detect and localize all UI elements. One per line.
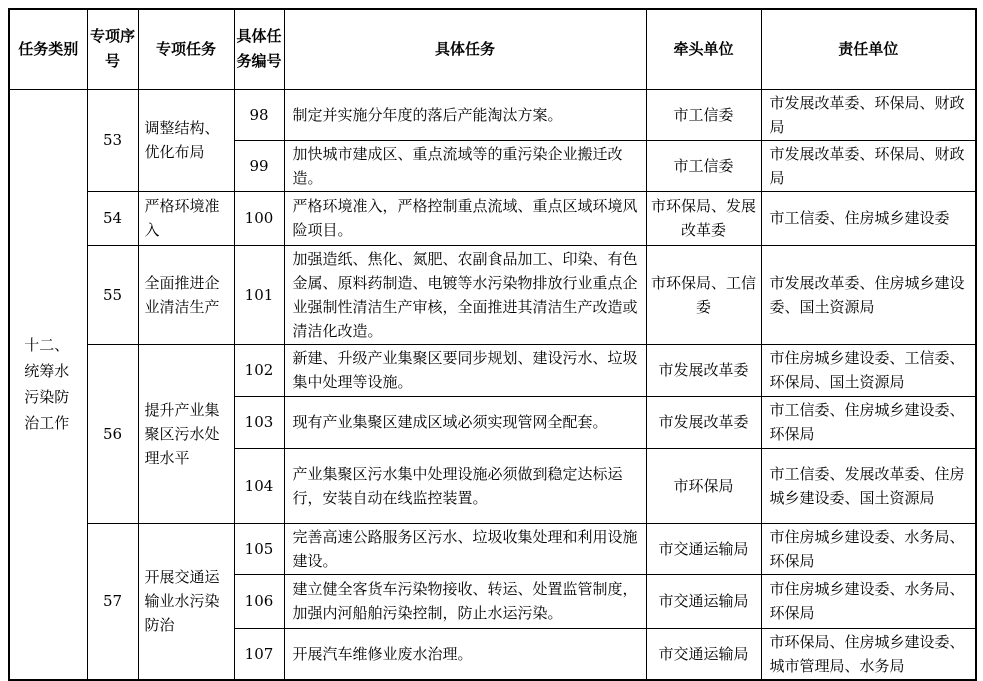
resp-unit-cell: 市工信委、发展改革委、住房城乡建设委、国土资源局 — [761, 448, 976, 523]
group-task-cell: 开展交通运输业水污染防治 — [138, 523, 234, 680]
resp-unit-cell: 市住房城乡建设委、水务局、环保局 — [761, 574, 976, 628]
task-no-cell: 102 — [234, 344, 284, 396]
task-assignment-table — [8, 8, 977, 681]
lead-unit-cell: 市工信委 — [646, 140, 761, 191]
category-text: 十二、统筹水污染防治工作 — [24, 336, 70, 432]
resp-unit-cell: 市工信委、住房城乡建设委 — [761, 191, 976, 245]
header-row — [9, 9, 976, 89]
task-desc-cell: 加强造纸、焦化、氮肥、农副食品加工、印染、有色金属、原料药制造、电镀等水污染物排放行业重点企业强制性清洁生产审核，全面推进其清洁生产改造或清洁化改造。 — [284, 245, 646, 344]
lead-unit-cell: 市环保局 — [646, 448, 761, 523]
table-row — [9, 245, 976, 344]
resp-unit-cell: 市工信委、住房城乡建设委、环保局 — [761, 396, 976, 448]
task-no-cell: 103 — [234, 396, 284, 448]
group-task-cell: 全面推进企业清洁生产 — [138, 245, 234, 344]
task-desc-cell: 产业集聚区污水集中处理设施必须做到稳定达标运行，安装自动在线监控装置。 — [284, 448, 646, 523]
group-no-cell: 54 — [87, 191, 138, 245]
task-no-cell: 101 — [234, 245, 284, 344]
header-task: 具体任务 — [284, 9, 646, 89]
table-row — [9, 89, 976, 140]
task-desc-cell: 新建、升级产业集聚区要同步规划、建设污水、垃圾集中处理等设施。 — [284, 344, 646, 396]
resp-unit-cell: 市住房城乡建设委、工信委、环保局、国土资源局 — [761, 344, 976, 396]
resp-unit-cell: 市发展改革委、住房城乡建设委、国土资源局 — [761, 245, 976, 344]
task-desc-cell: 加快城市建成区、重点流域等的重污染企业搬迁改造。 — [284, 140, 646, 191]
header-group-no: 专项序号 — [87, 9, 138, 89]
group-task-cell: 调整结构、优化布局 — [138, 89, 234, 191]
category-cell — [9, 89, 87, 680]
task-no-cell: 107 — [234, 628, 284, 680]
task-desc-cell: 完善高速公路服务区污水、垃圾收集处理和利用设施建设。 — [284, 523, 646, 574]
lead-unit-cell: 市发展改革委 — [646, 396, 761, 448]
task-no-cell: 106 — [234, 574, 284, 628]
group-task-cell: 提升产业集聚区污水处理水平 — [138, 344, 234, 523]
header-task-no: 具体任务编号 — [234, 9, 284, 89]
resp-unit-cell: 市住房城乡建设委、水务局、环保局 — [761, 523, 976, 574]
lead-unit-cell: 市环保局、工信委 — [646, 245, 761, 344]
header-category: 任务类别 — [9, 9, 87, 89]
task-no-cell: 100 — [234, 191, 284, 245]
task-desc-cell: 严格环境准入，严格控制重点流域、重点区域环境风险项目。 — [284, 191, 646, 245]
task-no-cell: 105 — [234, 523, 284, 574]
task-desc-cell: 开展汽车维修业废水治理。 — [284, 628, 646, 680]
header-group-task: 专项任务 — [138, 9, 234, 89]
lead-unit-cell: 市交通运输局 — [646, 523, 761, 574]
task-desc-cell: 制定并实施分年度的落后产能淘汰方案。 — [284, 89, 646, 140]
task-desc-cell: 现有产业集聚区建成区域必须实现管网全配套。 — [284, 396, 646, 448]
header-resp-unit: 责任单位 — [761, 9, 976, 89]
resp-unit-cell: 市发展改革委、环保局、财政局 — [761, 140, 976, 191]
task-no-cell: 99 — [234, 140, 284, 191]
table-row — [9, 344, 976, 396]
resp-unit-cell: 市环保局、住房城乡建设委、城市管理局、水务局 — [761, 628, 976, 680]
group-no-cell: 55 — [87, 245, 138, 344]
lead-unit-cell: 市交通运输局 — [646, 628, 761, 680]
task-no-cell: 104 — [234, 448, 284, 523]
lead-unit-cell: 市发展改革委 — [646, 344, 761, 396]
table-row — [9, 191, 976, 245]
group-no-cell: 57 — [87, 523, 138, 680]
lead-unit-cell: 市交通运输局 — [646, 574, 761, 628]
group-no-cell: 56 — [87, 344, 138, 523]
lead-unit-cell: 市环保局、发展改革委 — [646, 191, 761, 245]
header-lead-unit: 牵头单位 — [646, 9, 761, 89]
table-row — [9, 523, 976, 574]
group-task-cell: 严格环境准入 — [138, 191, 234, 245]
task-desc-cell: 建立健全客货车污染物接收、转运、处置监管制度，加强内河船舶污染控制，防止水运污染。 — [284, 574, 646, 628]
lead-unit-cell: 市工信委 — [646, 89, 761, 140]
task-no-cell: 98 — [234, 89, 284, 140]
resp-unit-cell: 市发展改革委、环保局、财政局 — [761, 89, 976, 140]
group-no-cell: 53 — [87, 89, 138, 191]
